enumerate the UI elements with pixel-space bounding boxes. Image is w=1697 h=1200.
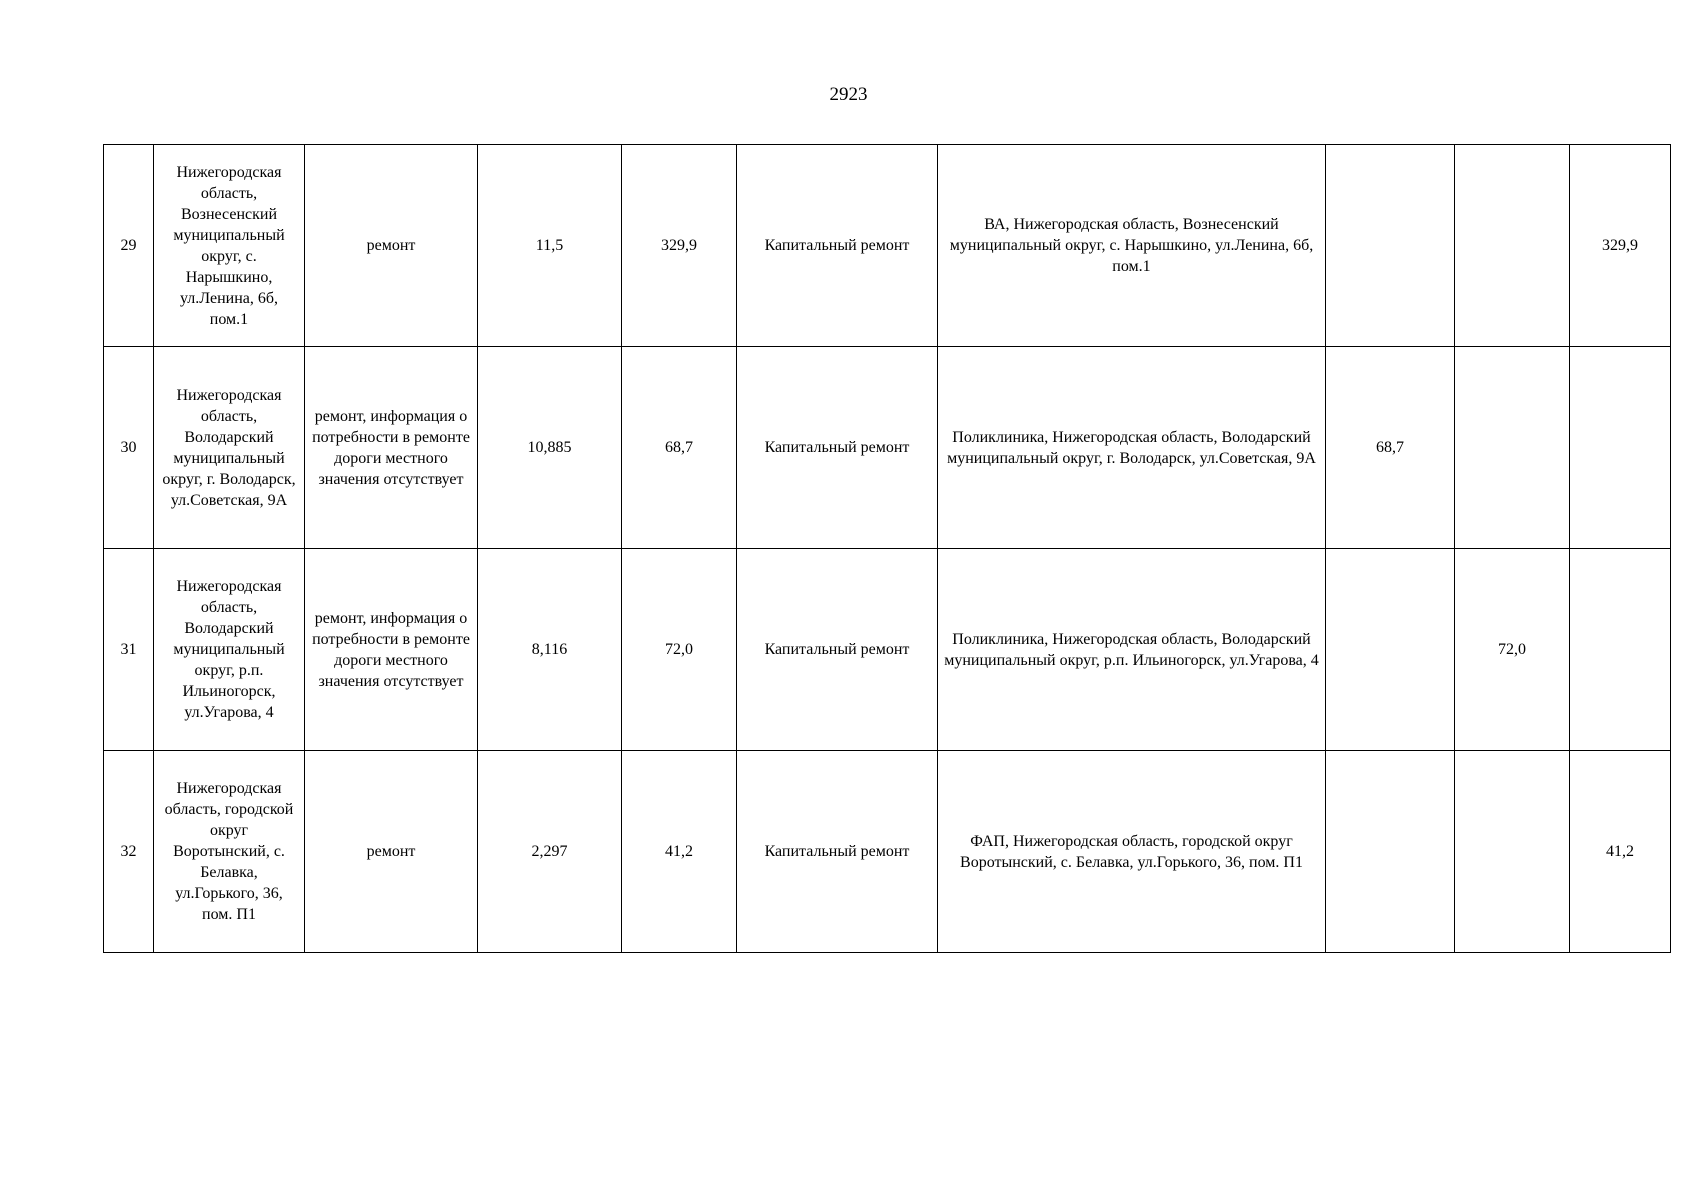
address-cell: Нижегородская область, Вознесенский муниципальный округ, с. Нарышкино, ул.Ленина, 6б, пом.1 bbox=[154, 145, 305, 347]
object-cell: ФАП, Нижегородская область, городской округ Воротынский, с. Белавка, ул.Горького, 36, пом. П1 bbox=[938, 751, 1326, 953]
year-3-cell bbox=[1570, 549, 1671, 751]
work-type-cell: ремонт bbox=[305, 145, 478, 347]
value-cell: 8,116 bbox=[478, 549, 622, 751]
year-1-cell bbox=[1326, 751, 1455, 953]
year-1-cell bbox=[1326, 145, 1455, 347]
year-2-cell: 72,0 bbox=[1455, 549, 1570, 751]
object-cell: Поликлиника, Нижегородская область, Володарский муниципальный округ, р.п. Ильиногорск, ул.Угарова, 4 bbox=[938, 549, 1326, 751]
year-2-cell bbox=[1455, 751, 1570, 953]
year-3-cell: 329,9 bbox=[1570, 145, 1671, 347]
row-number-cell: 31 bbox=[104, 549, 154, 751]
work-type-cell: ремонт, информация о потребности в ремонте дороги местного значения отсутствует bbox=[305, 347, 478, 549]
area-cell: 41,2 bbox=[622, 751, 737, 953]
repair-type-cell: Капитальный ремонт bbox=[737, 347, 938, 549]
year-1-cell: 68,7 bbox=[1326, 347, 1455, 549]
repair-type-cell: Капитальный ремонт bbox=[737, 751, 938, 953]
object-cell: ВА, Нижегородская область, Вознесенский муниципальный округ, с. Нарышкино, ул.Ленина, 6б, пом.1 bbox=[938, 145, 1326, 347]
repair-type-cell: Капитальный ремонт bbox=[737, 549, 938, 751]
address-cell: Нижегородская область, городской округ Воротынский, с. Белавка, ул.Горького, 36, пом. П1 bbox=[154, 751, 305, 953]
table-row bbox=[104, 347, 1671, 549]
area-cell: 68,7 bbox=[622, 347, 737, 549]
address-cell: Нижегородская область, Володарский муниципальный округ, р.п. Ильиногорск, ул.Угарова, 4 bbox=[154, 549, 305, 751]
repair-type-cell: Капитальный ремонт bbox=[737, 145, 938, 347]
page-number: 2923 bbox=[829, 84, 868, 105]
row-number-cell: 29 bbox=[104, 145, 154, 347]
row-number-cell: 32 bbox=[104, 751, 154, 953]
value-cell: 11,5 bbox=[478, 145, 622, 347]
data-table bbox=[103, 144, 1671, 953]
year-2-cell bbox=[1455, 347, 1570, 549]
address-cell: Нижегородская область, Володарский муниципальный округ, г. Володарск, ул.Советская, 9А bbox=[154, 347, 305, 549]
work-type-cell: ремонт bbox=[305, 751, 478, 953]
row-number-cell: 30 bbox=[104, 347, 154, 549]
year-3-cell: 41,2 bbox=[1570, 751, 1671, 953]
area-cell: 72,0 bbox=[622, 549, 737, 751]
work-type-cell: ремонт, информация о потребности в ремонте дороги местного значения отсутствует bbox=[305, 549, 478, 751]
value-cell: 10,885 bbox=[478, 347, 622, 549]
table-row bbox=[104, 751, 1671, 953]
year-2-cell bbox=[1455, 145, 1570, 347]
object-cell: Поликлиника, Нижегородская область, Володарский муниципальный округ, г. Володарск, ул.Советская, 9А bbox=[938, 347, 1326, 549]
area-cell: 329,9 bbox=[622, 145, 737, 347]
year-1-cell bbox=[1326, 549, 1455, 751]
table-row bbox=[104, 549, 1671, 751]
year-3-cell bbox=[1570, 347, 1671, 549]
table-row bbox=[104, 145, 1671, 347]
value-cell: 2,297 bbox=[478, 751, 622, 953]
